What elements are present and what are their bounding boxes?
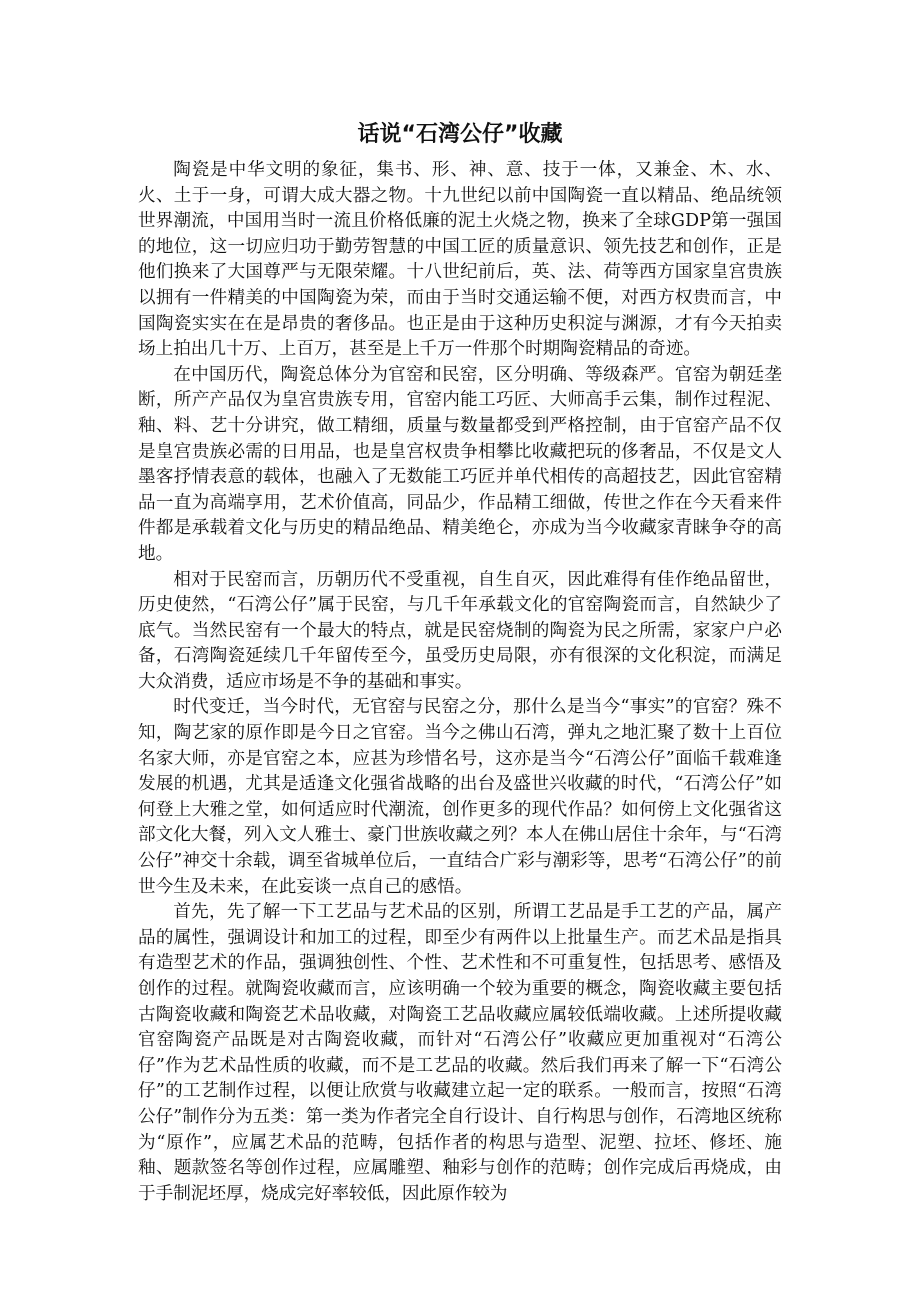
paragraph-1: 陶瓷是中华文明的象征，集书、形、神、意、技于一体，又兼金、木、水、火、土于一身，可谓大成大器之物。十九世纪以前中国陶瓷一直以精品、绝品统领世界潮流，中国用当时一流且价格低廉的泥土火烧之物，换来了全球GDP第一强国的地位，这一切应归功于勤劳智慧的中国工匠的质量意识、领先技艺和创作，正是他们换来了大国尊严与无限荣耀。十八世纪前后，英、法、荷等西方国家皇宫贵族以拥有一件精美的中国陶瓷为荣，而由于当时交通运输不便，对西方权贵而言，中国陶瓷实实在在是昂贵的奢侈品。也正是由于这种历史积淀与渊源，才有今天拍卖场上拍出几十万、上百万，甚至是上千万一件那个时期陶瓷精品的奇迹。 (138, 160, 782, 360)
paragraph-4: 时代变迁，当今时代，无官窑与民窑之分，那什么是当今“事实”的官窑？殊不知，陶艺家的原作即是今日之官窑。当今之佛山石湾，弹丸之地汇聚了数十上百位名家大师，亦是官窑之本，应甚为珍惜名号，这亦是当今“石湾公仔”面临千载难逢发展的机遇，尤其是适逢文化强省战略的出台及盛世兴收藏的时代，“石湾公仔”如何登上大雅之堂，如何适应时代潮流，创作更多的现代作品？如何傍上文化强省这部文化大餐，列入文人雅士、豪门世族收藏之列？本人在佛山居住十余年，与“石湾公仔”神交十余载，调至省城单位后，一直结合广彩与潮彩等，思考“石湾公仔”的前世今生及未来，在此妄谈一点自己的感悟。 (138, 697, 782, 897)
paragraph-3: 相对于民窑而言，历朝历代不受重视，自生自灭，因此难得有佳作绝品留世，历史使然，“石湾公仔”属于民窑，与几千年承载文化的官窑陶瓷而言，自然缺少了底气。当然民窑有一个最大的特点，就是民窑烧制的陶瓷为民之所需，家家户户必备，石湾陶瓷延续几千年留传至今，虽受历史局限，亦有很深的文化积淀，而满足大众消费，适应市场是不争的基础和事实。 (138, 569, 782, 692)
document-page (138, 112, 782, 1207)
paragraph-2: 在中国历代，陶瓷总体分为官窑和民窑，区分明确、等级森严。官窑为朝廷垄断，所产产品仅为皇宫贵族专用，官窑内能工巧匠、大师高手云集，制作过程泥、釉、料、艺十分讲究，做工精细，质量与数量都受到严格控制，由于官窑产品不仅是皇宫贵族必需的日用品，也是皇宫权贵争相攀比收藏把玩的侈奢品，不仅是文人墨客抒情表意的载体，也融入了无数能工巧匠并单代相传的高超技艺，因此官窑精品一直为高端享用，艺术价值高，同品少，作品精工细做，传世之作在今天看来件件都是承载着文化与历史的精品绝品、精美绝仑，亦成为当今收藏家青睐争夺的高地。 (138, 364, 782, 564)
document-title: 话说“石湾公仔”收藏 (357, 122, 563, 147)
paragraph-5: 首先，先了解一下工艺品与艺术品的区别，所谓工艺品是手工艺的产品，属产品的属性，强调设计和加工的过程，即至少有两件以上批量生产。而艺术品是指具有造型艺术的作品，强调独创性、个性、艺术性和不可重复性，包括思考、感悟及创作的过程。就陶瓷收藏而言，应该明确一个较为重要的概念，陶瓷收藏主要包括古陶瓷收藏和陶瓷艺术品收藏，对陶瓷工艺品收藏应属较低端收藏。上述所提收藏官窑陶瓷产品既是对古陶瓷收藏，而针对“石湾公仔”收藏应更加重视对“石湾公仔”作为艺术品性质的收藏，而不是工艺品的收藏。然后我们再来了解一下“石湾公仔”的工艺制作过程，以便让欣赏与收藏建立起一定的联系。一般而言，按照“石湾公仔”制作分为五类：第一类为作者完全自行设计、自行构思与创作，石湾地区统称为“原作”，应属艺术品的范畴，包括作者的构思与造型、泥塑、拉坯、修坯、施釉、题款签名等创作过程，应属雕塑、釉彩与创作的范畴；创作完成后再烧成，由于手制泥坯厚，烧成完好率较低，因此原作较为 (138, 902, 782, 1204)
